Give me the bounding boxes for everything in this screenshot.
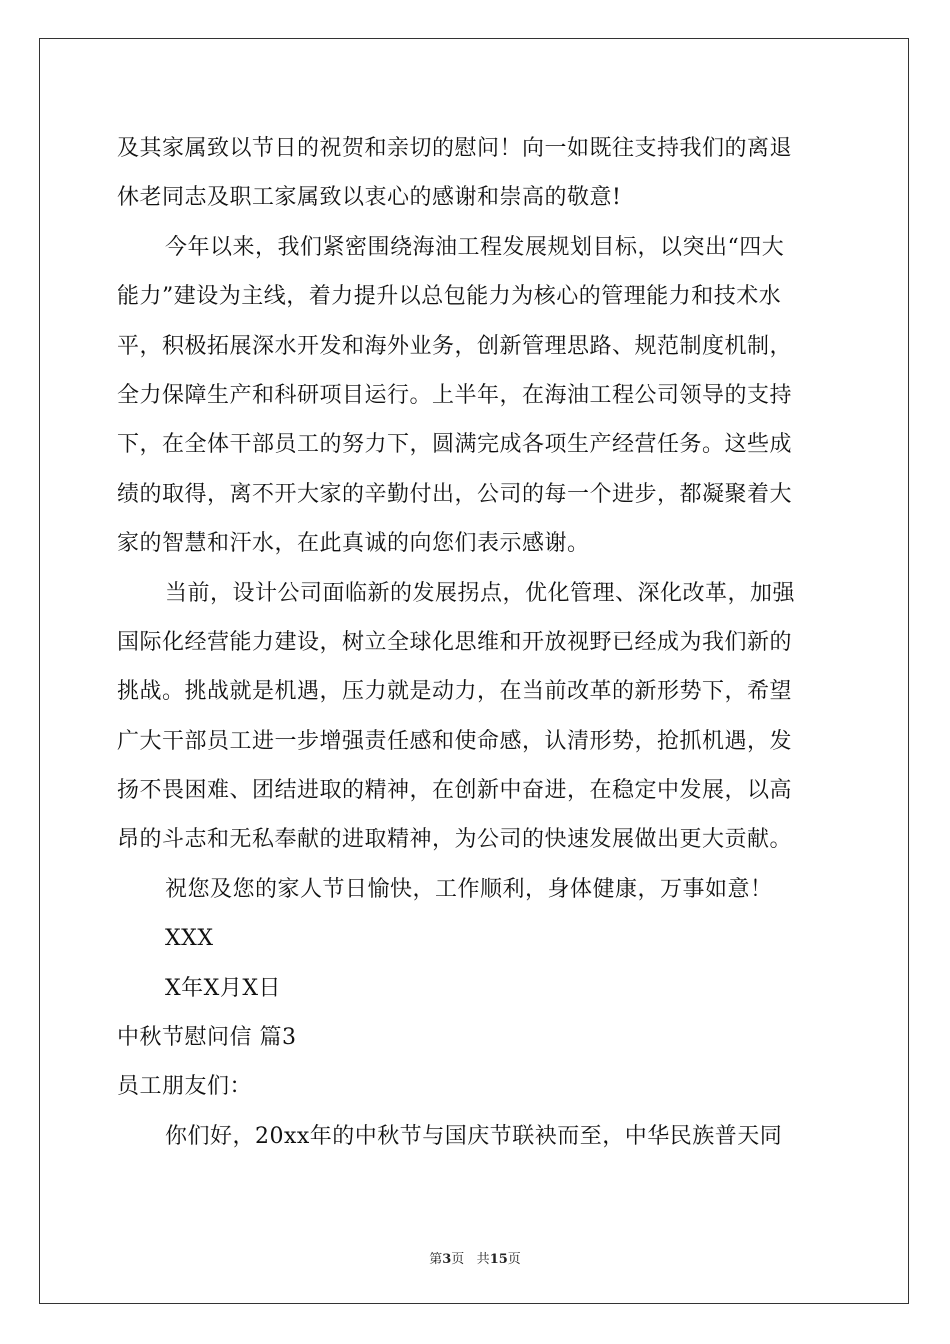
signature-date: X年X月X日 [165, 975, 281, 1001]
paragraph-start-line: 你们好，20xx年的中秋节与国庆节联袂而至，中华民族普天同 [165, 1123, 783, 1149]
paragraph-start-line: 当前，设计公司面临新的发展拐点，优化管理、深化改革，加强 [165, 580, 796, 606]
total-label-prefix: 共 [476, 1252, 490, 1267]
text-line: 平，积极拓展深水开发和海外业务，创新管理思路、规范制度机制， [117, 333, 793, 359]
page-number: 3 [442, 1252, 452, 1267]
total-label-suffix: 页 [507, 1252, 521, 1267]
text-line: 能力”建设为主线，着力提升以总包能力为核心的管理能力和技术水 [117, 284, 782, 310]
closing-wish: 祝您及您的家人节日愉快，工作顺利，身体健康，万事如意！ [165, 876, 773, 902]
text-line: 绩的取得，离不开大家的辛勤付出，公司的每一个进步，都凝聚着大 [117, 481, 793, 507]
page-label-suffix: 页 [451, 1252, 465, 1267]
text-line: 挑战。挑战就是机遇，压力就是动力，在当前改革的新形势下，希望 [117, 679, 793, 705]
text-line: 扬不畏困难、团结进取的精神，在创新中奋进，在稳定中发展，以高 [117, 778, 793, 804]
text-line: 昂的斗志和无私奉献的进取精神，为公司的快速发展做出更大贡献。 [117, 827, 793, 853]
paragraph-start-line: 今年以来，我们紧密围绕海油工程发展规划目标，以突出“四大 [165, 234, 785, 260]
text-line: 广大干部员工进一步增强责任感和使命感，认清形势，抢抓机遇，发 [117, 728, 793, 754]
page-footer [0, 1248, 950, 1267]
total-pages: 15 [489, 1252, 508, 1267]
page-label-prefix: 第 [429, 1252, 443, 1267]
text-line: 及其家属致以节日的祝贺和亲切的慰问！向一如既往支持我们的离退 [117, 136, 793, 161]
text-line: 家的智慧和汗水，在此真诚的向您们表示感谢。 [117, 531, 590, 557]
text-line: 国际化经营能力建设，树立全球化思维和开放视野已经成为我们新的 [117, 629, 793, 655]
text-line: 下，在全体干部员工的努力下，圆满完成各项生产经营任务。这些成 [117, 432, 793, 458]
section-heading: 中秋节慰问信 篇3 [117, 1025, 297, 1051]
text-line: 休老同志及职工家属致以衷心的感谢和崇高的敬意! [117, 185, 622, 211]
text-line: 全力保障生产和科研项目运行。上半年，在海油工程公司领导的支持 [117, 382, 793, 408]
salutation: 员工朋友们： [117, 1074, 253, 1100]
signature: XXX [165, 926, 214, 952]
document-body [117, 124, 837, 1161]
